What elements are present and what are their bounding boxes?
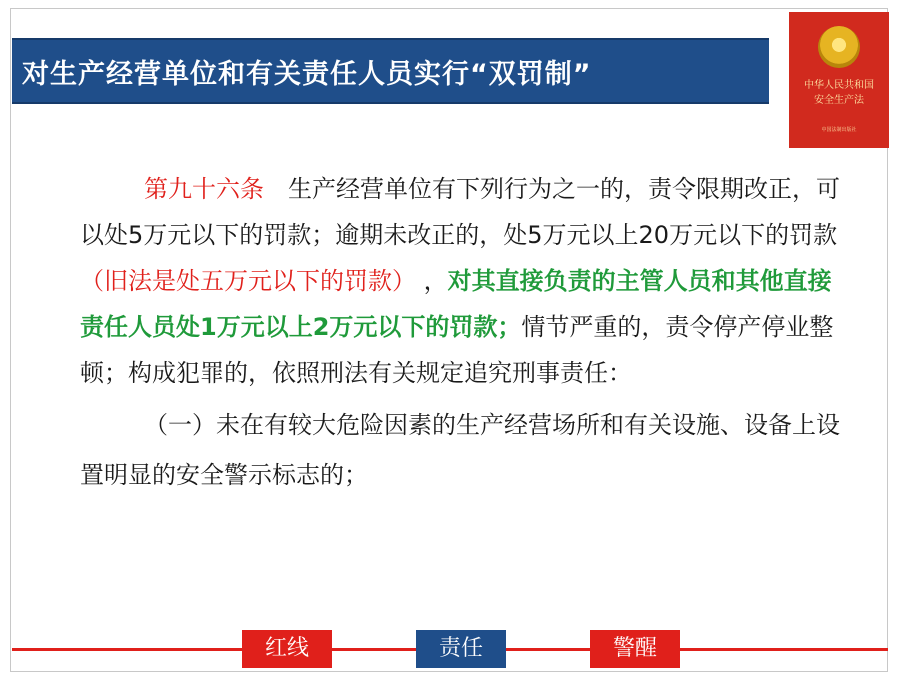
article-text-2: ， — [416, 267, 448, 295]
law-book-cover-image — [789, 12, 889, 148]
national-emblem-icon — [818, 26, 860, 68]
article-text-3: 情节严重的，责令停产停业整顿；构成犯罪的，依照刑法有关规定追究刑事责任： — [80, 313, 834, 387]
book-title — [804, 78, 874, 108]
title-bar — [12, 38, 769, 104]
tag-alert: 警醒 — [590, 630, 680, 668]
old-law-note: （旧法是处五万元以下的罚款） — [80, 267, 416, 295]
personal-penalty-text: 对其直接负责的主管人员和其他直接责任人员处1万元以上2万元以下的罚款； — [80, 267, 832, 341]
book-title-line2: 安全生产法 — [814, 95, 864, 106]
tag-red-line: 红线 — [242, 630, 332, 668]
article-content — [80, 166, 840, 500]
article-text-1: 生产经营单位有下列行为之一的，责令限期改正，可以处5万元以下的罚款；逾期未改正的，处5万元以上20万元以下的罚款 — [80, 175, 840, 249]
book-title-line1: 中华人民共和国 — [804, 80, 874, 91]
article-paragraph — [80, 166, 840, 396]
article-item-1: （一）未在有较大危险因素的生产经营场所和有关设施、设备上设置明显的安全警示标志的； — [80, 411, 840, 489]
book-publisher: 中国法制出版社 — [821, 127, 857, 133]
page-title: 对生产经营单位和有关责任人员实行“双罚制” — [22, 58, 592, 90]
tag-responsibility: 责任 — [416, 630, 506, 668]
article-label: 第九十六条 — [144, 175, 264, 203]
